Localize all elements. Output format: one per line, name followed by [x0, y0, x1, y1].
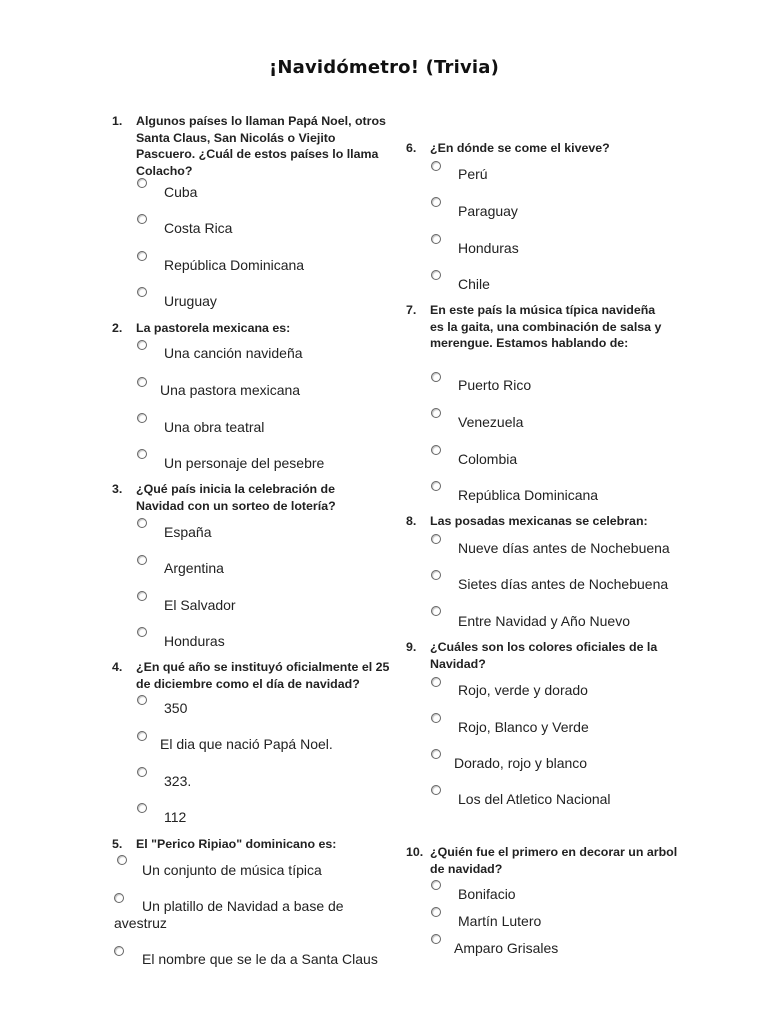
question-text: ¿Cuáles son los colores oficiales de la Navidad? — [430, 640, 658, 671]
option-label: Una obra teatral — [164, 419, 265, 435]
radio-button[interactable] — [431, 534, 441, 544]
option-label: Una pastora mexicana — [160, 382, 301, 398]
question-number: 5. — [112, 837, 123, 851]
question-text: La pastorela mexicana es: — [136, 321, 291, 335]
option-label: Paraguay — [458, 203, 518, 219]
page-title: ¡Navidómetro! (Trivia) — [268, 57, 500, 78]
option-label: Un conjunto de música típica — [142, 862, 322, 878]
radio-button[interactable] — [137, 449, 147, 459]
radio-button[interactable] — [431, 934, 441, 944]
radio-button[interactable] — [431, 408, 441, 418]
radio-button[interactable] — [137, 214, 147, 224]
option-label: Un personaje del pesebre — [164, 455, 325, 471]
radio-button[interactable] — [431, 713, 441, 723]
radio-button[interactable] — [137, 287, 147, 297]
question-2 — [112, 320, 392, 337]
question-number: 10. — [406, 845, 424, 859]
radio-button[interactable] — [431, 481, 441, 491]
option-label: Colombia — [458, 451, 518, 467]
radio-button[interactable] — [137, 591, 147, 601]
question-1 — [112, 113, 392, 179]
radio-button[interactable] — [431, 234, 441, 244]
question-text: El "Perico Ripiao" dominicano es: — [136, 837, 337, 851]
radio-button[interactable] — [137, 803, 147, 813]
question-8 — [406, 513, 706, 530]
question-number: 7. — [406, 303, 417, 317]
radio-button[interactable] — [114, 946, 124, 956]
radio-button[interactable] — [137, 518, 147, 528]
radio-button[interactable] — [431, 197, 441, 207]
question-number: 9. — [406, 640, 417, 654]
question-text: Las posadas mexicanas se celebran: — [430, 514, 648, 528]
radio-button[interactable] — [431, 445, 441, 455]
option-label: Perú — [458, 166, 488, 182]
option-label: Un platillo de Navidad a base de avestruz — [114, 898, 344, 931]
option-label: Los del Atletico Nacional — [458, 791, 611, 807]
option-label: Chile — [458, 276, 490, 292]
option-label: República Dominicana — [458, 487, 599, 503]
option-label: Amparo Grisales — [454, 940, 559, 956]
option-label: Sietes días antes de Nochebuena — [458, 576, 669, 592]
question-text: En este país la música típica navideña es la gaita, una combinación de salsa y merengue. Estamos hablando de: — [430, 303, 662, 350]
radio-button[interactable] — [431, 749, 441, 759]
option-label: Martín Lutero — [458, 913, 542, 929]
question-6 — [406, 140, 686, 157]
option-label: El nombre que se le da a Santa Claus — [142, 951, 378, 967]
question-3 — [112, 481, 382, 514]
radio-button[interactable] — [137, 627, 147, 637]
radio-button[interactable] — [431, 570, 441, 580]
option-label: Entre Navidad y Año Nuevo — [458, 613, 630, 629]
radio-button[interactable] — [431, 606, 441, 616]
question-number: 1. — [112, 114, 123, 128]
radio-button[interactable] — [431, 161, 441, 171]
option-label: España — [164, 524, 212, 540]
option-label: Costa Rica — [164, 220, 233, 236]
question-4 — [112, 659, 392, 692]
question-text: ¿Quién fue el primero en decorar un arbol de navidad? — [430, 845, 678, 876]
option-label: República Dominicana — [164, 257, 305, 273]
option-label: Dorado, rojo y blanco — [454, 755, 588, 771]
radio-button[interactable] — [137, 251, 147, 261]
question-number: 2. — [112, 321, 123, 335]
option-label: Honduras — [164, 633, 225, 649]
question-10 — [406, 844, 681, 877]
radio-button[interactable] — [431, 372, 441, 382]
radio-button[interactable] — [431, 785, 441, 795]
question-text: ¿En qué año se instituyó oficialmente el 25 de diciembre como el día de navidad? — [136, 660, 390, 691]
option-label: 350 — [164, 700, 188, 716]
option-label: Venezuela — [458, 414, 524, 430]
option-label: Honduras — [458, 240, 519, 256]
question-number: 8. — [406, 514, 417, 528]
radio-button[interactable] — [137, 340, 147, 350]
option-label: Uruguay — [164, 293, 217, 309]
option-label: Una canción navideña — [164, 345, 303, 361]
question-text: Algunos países lo llaman Papá Noel, otros Santa Claus, San Nicolás o Viejito Pascuero. ¿Cuál de estos países lo llama Colacho? — [136, 114, 386, 178]
radio-button[interactable] — [137, 178, 147, 188]
question-9 — [406, 639, 681, 672]
option-label: Cuba — [164, 184, 198, 200]
radio-button[interactable] — [431, 880, 441, 890]
option-label: El dia que nació Papá Noel. — [160, 736, 333, 752]
option-label: Rojo, verde y dorado — [458, 682, 588, 698]
question-7 — [406, 302, 668, 352]
option-label: 323. — [164, 773, 192, 789]
option-label: Rojo, Blanco y Verde — [458, 719, 589, 735]
option-label: Argentina — [164, 560, 224, 576]
question-text: ¿En dónde se come el kiveve? — [430, 141, 610, 155]
option-label: 112 — [164, 809, 187, 825]
radio-button[interactable] — [137, 731, 147, 741]
radio-button[interactable] — [137, 413, 147, 423]
radio-button[interactable] — [117, 855, 127, 865]
option-label: El Salvador — [164, 597, 236, 613]
radio-button[interactable] — [431, 677, 441, 687]
question-number: 6. — [406, 141, 417, 155]
question-text: ¿Qué país inicia la celebración de Navidad con un sorteo de lotería? — [136, 482, 336, 513]
question-number: 4. — [112, 660, 123, 674]
option-label: Nueve días antes de Nochebuena — [458, 540, 670, 556]
question-5 — [112, 836, 392, 853]
radio-button[interactable] — [137, 555, 147, 565]
option-label: Bonifacio — [458, 886, 516, 902]
radio-button[interactable] — [137, 377, 147, 387]
radio-button[interactable] — [137, 767, 147, 777]
radio-button[interactable] — [431, 907, 441, 917]
question-number: 3. — [112, 482, 123, 496]
option-label: Puerto Rico — [458, 377, 532, 393]
radio-button[interactable] — [431, 270, 441, 280]
radio-button[interactable] — [137, 695, 147, 705]
